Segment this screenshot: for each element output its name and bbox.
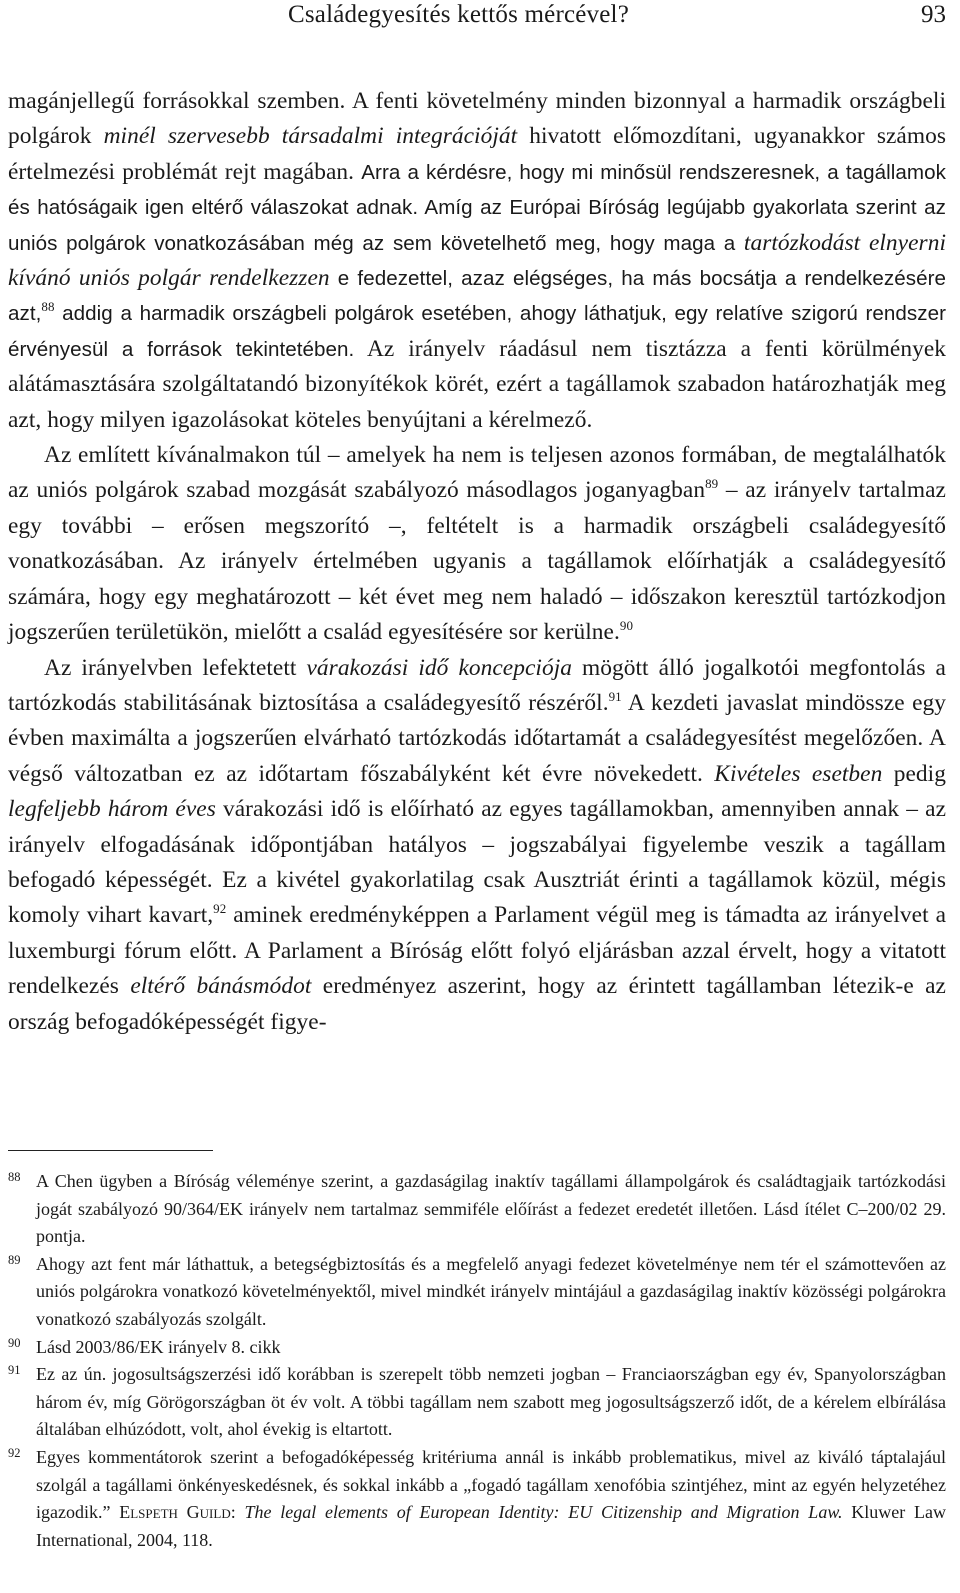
text-run: A kezdeti javaslat mindössze egy évben maximálta a jogszerűen elvárható tartózkodás időtartamát a családegyesítést megelőzően. A végső változatban ez az időtartam főszabályként két évre növekedett. (8, 689, 946, 787)
text-run: Az említett kívánalmakon túl – amelyek ha nem is teljesen azonos formában, de megtalálhatók az uniós polgárok szabad mozgását szabályozó másodlagos joganyagban (8, 442, 946, 504)
italic-run: tartózkodást elnyerni kívánó uniós polgár rendelkezzen (8, 229, 946, 292)
footnote-ref-91[interactable]: 91 (608, 689, 622, 705)
text-run: eredményez aszerint, hogy az érintett tagállamban létezik-e az ország befogadóképességét figye- (8, 973, 946, 1035)
text-run: pedig (882, 760, 946, 787)
text-run: aminek eredményképpen a Parlament végül meg is támadta az irányelvet a luxemburgi fórum előtt. A Parlament a Bíróság előtt folyó eljárásban azzal érvelt, hogy a vitatott rendelkezés (8, 902, 946, 1000)
footnote-ref-90[interactable]: 90 (619, 618, 633, 634)
paragraph-2 (8, 438, 946, 650)
citation-title: The legal elements of European Identity: EU Citizenship and Migration Law. (244, 1502, 843, 1523)
footnote-text: Egyes kommentátorok szerint a befogadóképesség kritériuma annál is inkább problematikus, mivel az kiváló táptalajául szolgál a tagállami önkényeskedésnek, és sokkal inkább a „fogadó tagállam xenofóbia szintjéhez, mint az egyén helyzetéhez igazodik.” (36, 1446, 946, 1523)
paragraph-3 (8, 651, 946, 1040)
footnote-number: 91 (8, 1363, 21, 1378)
footnote-number: 90 (8, 1335, 21, 1350)
text-run: Az irányelvben lefektetett (44, 654, 307, 681)
text-run: hivatott előmozdítani, ugyanakkor számos értelmezési problémát rejt magában. (8, 123, 946, 185)
paragraph-1 (8, 84, 946, 438)
sans-text-run: Arra a kérdésre, hogy mi minősül rendszeresnek, a tagállamok és hatóságaik igen eltérő válaszokat adnak. Amíg az Európai Bíróság legújabb gyakorlata szerint az uniós polgárok vonatkozásában még az sem követelhető meg, hogy maga a (8, 160, 946, 255)
footnote-number: 88 (8, 1170, 21, 1184)
citation-author: Elspeth Guild (119, 1502, 231, 1523)
italic-run: legfeljebb három éves (8, 796, 216, 823)
footnote-text: : (230, 1502, 245, 1523)
book-page (8, 0, 946, 1550)
footnote-text: Ahogy azt fent már láthattuk, a betegségbiztosítás és a megfelelő anyagi fedezet követelménye nem tér el számottevően az uniós polgárokra vonatkozó követelményektől, mivel mindkét irányelv mintájául a gazdaságilag inaktív közösségi polgárokra vonatkozó szabályozás szolgált. (36, 1253, 946, 1329)
footnote-ref-89[interactable]: 89 (705, 476, 719, 492)
text-run: Az irányelv ráadásul nem tisztázza a fenti körülmények alátámasztására szolgáltatandó bizonyítékok körét, ezért a tagállamok szabadon határozhatják meg azt, hogy milyen igazolásokat köteles benyújtani a kérelmező. (8, 335, 946, 433)
footnote-ref-92[interactable]: 92 (213, 901, 227, 917)
sans-text-run: addig a harmadik országbeli polgárok esetében, ahogy láthatjuk, egy relatíve szigorú rendszer érvényesül a források tekintetében. (8, 302, 946, 361)
footnote-number: 92 (8, 1445, 21, 1460)
sans-text-run: e fedezettel, azaz elégséges, ha más bocsátja a rendelkezésére azt, (8, 267, 946, 326)
page-number: 93 (921, 1, 946, 28)
footnote-text: Ez az ún. jogosultságszerzési idő korábban is szerepelt több nemzeti jogban – Franciaországban egy év, Spanyolországban három év, míg Görögországban öt év volt. A többi tagállam nem szabott meg jogosultságszerző időt, de a kérelem elbírálása általában elhúzódott, volt, ahol évekig is eltartott. (36, 1364, 946, 1440)
main-text (8, 84, 946, 1040)
footnote-91 (8, 1361, 946, 1444)
footnote-ref-88[interactable]: 88 (41, 299, 55, 315)
text-run: várakozási idő is előírható az egyes tagállamokban, amennyiben annak – az irányelv elfogadásának időpontjában hatályos – jogszabályai figyelembe veszik a tagállam befogadó képességét. Ez a kivétel gyakorlatilag csak Ausztriát érinti a tagállamok közül, mégis komoly vihart kavart, (8, 796, 946, 929)
footnote-number: 89 (8, 1252, 21, 1267)
footnotes (8, 1168, 946, 1554)
running-title: Családegyesítés kettős mércével? (288, 1, 629, 28)
footnote-92 (8, 1444, 946, 1554)
italic-run: minél szervesebb társadalmi integrációját (103, 123, 518, 150)
footnote-89 (8, 1251, 946, 1334)
text-run: – az irányelv tartalmaz egy további – erősen megszorító –, feltételt is a harmadik országbeli családegyesítő vonatkozásában. Az irányelv értelmében ugyanis a tagállamok előírhatják a családegyesítő számára, hogy egy meghatározott – két évet meg nem haladó – időszakon keresztül tartózkodjon jogszerűen területükön, mielőtt a család egyesítésére sor kerülne. (8, 477, 946, 646)
text-run: mögött álló jogalkotói megfontolás a tartózkodás stabilitásának biztosítása a családegyesítő részéről. (8, 654, 946, 716)
footnote-90 (8, 1334, 946, 1362)
footnote-separator (8, 1150, 213, 1151)
footnote-text: A Chen ügyben a Bíróság véleménye szerint, a gazdaságilag inaktív tagállami állampolgárok és családtagjaik tartózkodási jogát szabályozó 90/364/EK irányelv nem tartalmaz semmiféle előírást a fedezet eredetét illetően. Lásd ítélet C–200/02 29. pontja. (36, 1171, 946, 1247)
italic-run: Kivételes esetben (714, 760, 883, 787)
footnote-text: Kluwer Law International, 2004, 118. (36, 1502, 946, 1550)
running-header (8, 0, 946, 52)
footnote-text: Lásd 2003/86/EK irányelv 8. cikk (36, 1336, 281, 1357)
italic-run: várakozási idő koncepciója (306, 654, 572, 681)
footnote-88 (8, 1168, 946, 1251)
text-run: magánjellegű forrásokkal szemben. A fenti követelmény minden bizonnyal a harmadik országbeli polgárok (8, 88, 946, 150)
italic-run: eltérő bánásmódot (130, 973, 312, 1000)
